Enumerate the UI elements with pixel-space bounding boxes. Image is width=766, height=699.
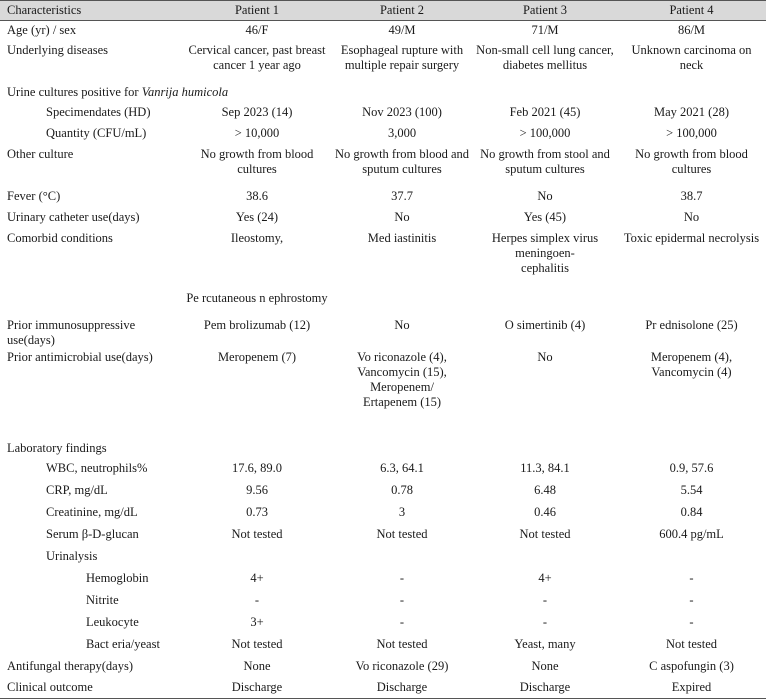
table-row-immuno (0, 316, 766, 348)
cell-line: 71/M (531, 23, 559, 37)
cell-line (331, 549, 473, 564)
row-label-fever: Fever (°C) (7, 188, 61, 203)
cell-line (183, 549, 331, 564)
cell-line: 4+ (538, 570, 552, 585)
cell-line: 86/M (677, 23, 706, 37)
cell-underlying-patient-4 (617, 41, 766, 83)
cell-line (617, 549, 766, 564)
cell-underlying-patient-1 (183, 41, 331, 83)
cell-nitrite-patient-1 (183, 591, 331, 613)
table-row-age (0, 21, 766, 41)
cell-line: May 2021 (28) (654, 104, 729, 119)
cell-leukocyte-patient-4 (617, 613, 766, 635)
cell-bacteria-patient-2 (331, 635, 473, 657)
cell-line: cultures (237, 161, 277, 176)
cell-antimicrobial-patient-3 (473, 348, 617, 438)
cell-line: Not tested (376, 636, 428, 651)
table-row-crp (0, 481, 766, 503)
row-label-age: Age (yr) / sex (7, 23, 77, 37)
cell-creatinine-patient-1 (183, 503, 331, 525)
cell-line (183, 246, 331, 261)
row-label-comorbid: Comorbid conditions (7, 230, 113, 245)
cell-line: 46/F (245, 23, 269, 37)
row-label-urinalysis: Urinalysis (46, 548, 98, 563)
cell-specimen-patient-4 (617, 103, 766, 124)
cell-line: 600.4 pg/mL (659, 526, 724, 541)
row-label-crp: CRP, mg/dL (46, 482, 108, 497)
cell-line: 0.46 (534, 504, 556, 519)
cell-other-culture-patient-4 (617, 145, 766, 187)
cell-urinalysis-patient-1 (183, 547, 331, 569)
cell-line: 11.3, 84.1 (520, 460, 570, 475)
cell-outcome-patient-3 (473, 678, 617, 699)
cell-antifungal-patient-1 (183, 657, 331, 678)
row-label-wbc: WBC, neutrophils% (46, 460, 148, 475)
cell-line: Meropenem (4), (650, 349, 733, 364)
cell-quantity-patient-3 (473, 124, 617, 145)
cell-line: No growth from blood (200, 146, 314, 161)
section-text: Urine cultures positive for (7, 85, 139, 99)
cell-hemoglobin-patient-2 (331, 569, 473, 591)
cell-antifungal-patient-3 (473, 657, 617, 678)
cell-line: Med iastinitis (367, 230, 437, 245)
row-label-quantity: Quantity (CFU/mL) (46, 125, 147, 140)
cell-line: Cervical cancer, past breast (188, 42, 326, 57)
table-row-creatinine (0, 503, 766, 525)
cell-other-culture-patient-2 (331, 145, 473, 187)
row-label-antifungal: Antifungal therapy(days) (7, 658, 134, 673)
cell-antimicrobial-patient-2 (331, 348, 473, 438)
cell-fever-patient-1 (183, 187, 331, 208)
cell-line: Pem brolizumab (12) (203, 317, 311, 332)
header-row (0, 1, 766, 21)
cell-fever-patient-2 (331, 187, 473, 208)
cell-bacteria-patient-1 (183, 635, 331, 657)
cell-creatinine-patient-4 (617, 503, 766, 525)
table-row-outcome (0, 678, 766, 699)
row-label-immuno: Prior immunosuppressive use(days) (7, 317, 136, 347)
cell-line: - (542, 614, 548, 629)
cell-line: cancer 1 year ago (213, 57, 301, 72)
cell-line: 49/M (388, 23, 416, 37)
section-text: Laboratory findings (7, 440, 107, 455)
cell-line: Expired (671, 679, 712, 694)
table-row-catheter (0, 208, 766, 229)
cell-comorbid-patient-4 (617, 229, 766, 316)
cell-line: cultures (671, 161, 712, 176)
cell-immuno-patient-3 (473, 316, 617, 348)
cell-line: No (537, 349, 553, 364)
cell-line: 37.7 (391, 188, 413, 203)
cell-line (473, 549, 617, 564)
table-row-fever (0, 187, 766, 208)
cell-bacteria-patient-3 (473, 635, 617, 657)
cell-line: O simertinib (4) (504, 317, 586, 332)
cell-line: Sep 2023 (14) (221, 104, 293, 119)
row-label-catheter: Urinary catheter use(days) (7, 209, 140, 224)
cell-hemoglobin-patient-1 (183, 569, 331, 591)
section-label-lab-section (0, 438, 766, 459)
cell-line: > 10,000 (234, 125, 280, 140)
row-label-specimen: Specimendates (HD) (46, 104, 151, 119)
table-row-lab-section (0, 438, 766, 459)
cell-line (183, 276, 331, 291)
cell-glucan-patient-3 (473, 525, 617, 547)
cell-line: 3 (398, 504, 406, 519)
cell-leukocyte-patient-1 (183, 613, 331, 635)
cell-wbc-patient-2 (331, 459, 473, 481)
table-body (0, 21, 766, 699)
cell-line: 6.48 (534, 482, 556, 497)
cell-line: neck (679, 57, 704, 72)
cell-age-patient-1 (183, 21, 331, 41)
cell-catheter-patient-2 (331, 208, 473, 229)
section-label-urine-section (0, 83, 766, 103)
table-row-nitrite (0, 591, 766, 613)
cell-urinalysis-patient-3 (473, 547, 617, 569)
cell-line: Pr ednisolone (25) (645, 317, 738, 332)
cell-line: - (399, 570, 405, 585)
cell-line: Yes (45) (523, 209, 567, 224)
cell-specimen-patient-3 (473, 103, 617, 124)
table-row-bacteria (0, 635, 766, 657)
cell-line: No growth from blood (635, 146, 748, 161)
cell-catheter-patient-1 (183, 208, 331, 229)
cell-immuno-patient-1 (183, 316, 331, 348)
cell-line: 17.6, 89.0 (232, 460, 282, 475)
cell-line: Yeast, many (514, 636, 576, 651)
table-row-leukocyte (0, 613, 766, 635)
cell-line: Feb 2021 (45) (509, 104, 581, 119)
cell-quantity-patient-1 (183, 124, 331, 145)
cell-line: Meropenem (7) (217, 349, 297, 364)
cell-nitrite-patient-2 (331, 591, 473, 613)
cell-wbc-patient-4 (617, 459, 766, 481)
cell-line: Not tested (231, 526, 283, 541)
cell-line: 6.3, 64.1 (380, 460, 424, 475)
cell-fever-patient-3 (473, 187, 617, 208)
cell-line (183, 261, 331, 276)
cell-comorbid-patient-2 (331, 229, 473, 316)
cell-crp-patient-2 (331, 481, 473, 503)
cell-line: - (689, 592, 694, 607)
table-row-urinalysis (0, 547, 766, 569)
row-label-leukocyte: Leukocyte (86, 614, 139, 629)
table-row-wbc (0, 459, 766, 481)
cell-line: 5.54 (680, 482, 703, 497)
cell-comorbid-patient-1 (183, 229, 331, 316)
cell-line: Esophageal rupture with (340, 42, 464, 57)
header-patient-4: Patient 4 (669, 3, 714, 17)
cell-hemoglobin-patient-3 (473, 569, 617, 591)
cell-line: - (254, 592, 260, 607)
cell-line: 0.73 (246, 504, 268, 519)
header-characteristics: Characteristics (7, 3, 82, 17)
cell-age-patient-4 (617, 21, 766, 41)
cell-comorbid-patient-3 (473, 229, 617, 316)
cell-line: Vo riconazole (29) (355, 658, 449, 673)
row-label-underlying: Underlying diseases (7, 42, 109, 57)
cell-line: Toxic epidermal necrolysis (623, 230, 760, 245)
cell-line: - (399, 592, 405, 607)
cell-crp-patient-1 (183, 481, 331, 503)
cell-glucan-patient-4 (617, 525, 766, 547)
cell-line: Non-small cell lung cancer, (476, 42, 614, 57)
table-row-specimen (0, 103, 766, 124)
cell-line: Vancomycin (15), (357, 364, 447, 379)
cell-line: Pe rcutaneous n ephrostomy (186, 290, 328, 305)
row-label-creatinine: Creatinine, mg/dL (46, 504, 138, 519)
cell-antimicrobial-patient-1 (183, 348, 331, 438)
cell-line: Not tested (376, 526, 428, 541)
cell-line: No (394, 317, 410, 332)
cell-line: Herpes simplex virus (491, 230, 599, 245)
cell-line: No growth from blood and (334, 146, 469, 161)
cell-line: 3,000 (387, 125, 417, 140)
cell-line: No (537, 188, 553, 203)
cell-line: > 100,000 (666, 125, 717, 140)
table-row-other-culture (0, 145, 766, 187)
cell-underlying-patient-3 (473, 41, 617, 83)
cell-line: 4+ (250, 570, 264, 585)
cell-line: Unknown carcinoma on (631, 42, 752, 57)
cell-line: Nov 2023 (100) (362, 104, 442, 119)
row-label-bacteria: Bact eria/yeast (86, 636, 160, 651)
cell-catheter-patient-3 (473, 208, 617, 229)
row-label-nitrite: Nitrite (86, 592, 119, 607)
table-row-comorbid (0, 229, 766, 316)
cell-leukocyte-patient-2 (331, 613, 473, 635)
cell-line: Vo riconazole (4), (357, 349, 447, 364)
table-row-quantity (0, 124, 766, 145)
cell-quantity-patient-4 (617, 124, 766, 145)
cell-hemoglobin-patient-4 (617, 569, 766, 591)
cell-fever-patient-4 (617, 187, 766, 208)
cell-outcome-patient-1 (183, 678, 331, 699)
table-row-urine-section (0, 83, 766, 103)
cell-outcome-patient-2 (331, 678, 473, 699)
cell-creatinine-patient-3 (473, 503, 617, 525)
cell-line: sputum cultures (362, 161, 442, 176)
table-row-hemoglobin (0, 569, 766, 591)
cell-nitrite-patient-4 (617, 591, 766, 613)
cell-line: meningoen- (515, 245, 575, 260)
cell-line: Meropenem/ (370, 379, 434, 394)
cell-line: multiple repair surgery (344, 57, 460, 72)
cell-line: - (689, 614, 694, 629)
cell-line: None (531, 658, 559, 673)
cell-line: 0.84 (680, 504, 703, 519)
cell-line: Not tested (665, 636, 718, 651)
cell-line: Discharge (519, 679, 571, 694)
cell-line: No (683, 209, 700, 224)
cell-line: 38.6 (246, 188, 268, 203)
cell-creatinine-patient-2 (331, 503, 473, 525)
row-label-other-culture: Other culture (7, 146, 74, 161)
row-label-glucan: Serum β-D-glucan (46, 526, 139, 541)
cell-urinalysis-patient-2 (331, 547, 473, 569)
table-row-underlying (0, 41, 766, 83)
cell-specimen-patient-1 (183, 103, 331, 124)
row-label-outcome: Clinical outcome (7, 679, 93, 694)
cell-leukocyte-patient-3 (473, 613, 617, 635)
cell-age-patient-3 (473, 21, 617, 41)
cell-line: diabetes mellitus (502, 57, 588, 72)
cell-glucan-patient-1 (183, 525, 331, 547)
cell-line: Discharge (376, 679, 428, 694)
cell-antifungal-patient-4 (617, 657, 766, 678)
header-patient-2: Patient 2 (379, 3, 425, 17)
cell-urinalysis-patient-4 (617, 547, 766, 569)
cell-bacteria-patient-4 (617, 635, 766, 657)
cell-line: Discharge (231, 679, 283, 694)
cell-immuno-patient-4 (617, 316, 766, 348)
cell-line: C aspofungin (3) (649, 658, 734, 673)
cell-catheter-patient-4 (617, 208, 766, 229)
cell-line: 0.9, 57.6 (669, 460, 714, 475)
table-row-antifungal (0, 657, 766, 678)
cell-line: No growth from stool and (480, 146, 610, 161)
cell-line: 0.78 (391, 482, 413, 497)
cell-quantity-patient-2 (331, 124, 473, 145)
cell-antimicrobial-patient-4 (617, 348, 766, 438)
cell-line: 9.56 (246, 482, 268, 497)
cell-antifungal-patient-2 (331, 657, 473, 678)
cell-nitrite-patient-3 (473, 591, 617, 613)
cell-line: 38.7 (680, 188, 703, 203)
cell-wbc-patient-3 (473, 459, 617, 481)
cell-line: Not tested (519, 526, 571, 541)
cell-line: Vancomycin (4) (651, 364, 732, 379)
cell-line: cephalitis (521, 260, 569, 275)
table-row-glucan (0, 525, 766, 547)
cell-underlying-patient-2 (331, 41, 473, 83)
cell-line: - (399, 614, 405, 629)
cell-other-culture-patient-3 (473, 145, 617, 187)
organism-name: Vanrija humicola (141, 85, 229, 99)
row-label-antimicrobial: Prior antimicrobial use(days) (7, 349, 153, 364)
cell-crp-patient-4 (617, 481, 766, 503)
header-patient-3: Patient 3 (522, 3, 568, 17)
cell-line: sputum cultures (505, 161, 585, 176)
cell-line: Yes (24) (235, 209, 279, 224)
cell-line: Ertapenem (15) (362, 394, 442, 409)
cell-immuno-patient-2 (331, 316, 473, 348)
header-patient-1: Patient 1 (234, 3, 280, 17)
cell-line: Ileostomy, (230, 230, 284, 245)
cell-specimen-patient-2 (331, 103, 473, 124)
cell-other-culture-patient-1 (183, 145, 331, 187)
cell-line: - (542, 592, 548, 607)
cell-line: Not tested (231, 636, 283, 651)
cell-glucan-patient-2 (331, 525, 473, 547)
cell-line: > 100,000 (519, 125, 571, 140)
cell-outcome-patient-4 (617, 678, 766, 699)
cell-line: 3+ (250, 614, 264, 629)
cell-line: - (689, 570, 694, 585)
row-label-hemoglobin: Hemoglobin (86, 570, 149, 585)
cell-crp-patient-3 (473, 481, 617, 503)
cell-line: No (394, 209, 410, 224)
table-row-antimicrobial (0, 348, 766, 438)
cell-wbc-patient-1 (183, 459, 331, 481)
cell-age-patient-2 (331, 21, 473, 41)
cell-line: None (243, 658, 271, 673)
